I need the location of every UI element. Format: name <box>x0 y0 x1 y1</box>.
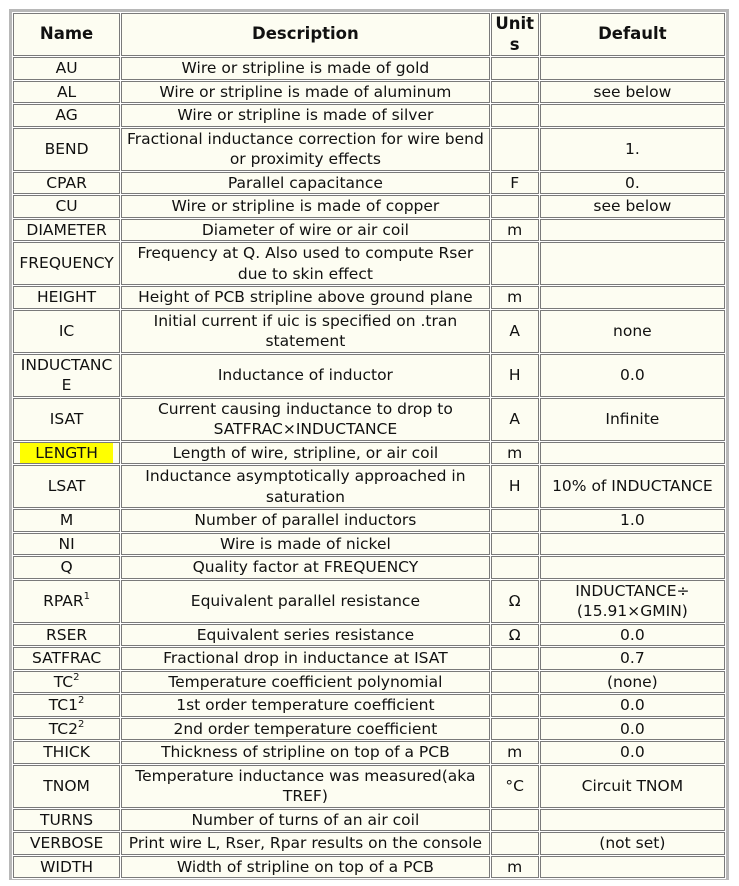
param-name: CU <box>55 197 78 215</box>
param-units: A <box>491 310 539 353</box>
param-name: WIDTH <box>40 857 94 876</box>
param-name: SATFRAC <box>31 649 102 667</box>
table-row <box>13 465 725 508</box>
table-row <box>13 509 725 532</box>
table-row <box>13 809 725 832</box>
header-units: Units <box>491 13 539 56</box>
param-units <box>491 832 539 855</box>
table-row <box>13 832 725 855</box>
param-name: RSER <box>45 625 88 644</box>
param-units <box>491 509 539 532</box>
param-default <box>540 104 725 127</box>
param-description: Print wire L, Rser, Rpar results on the console <box>121 832 490 855</box>
param-name: ISAT <box>49 409 84 428</box>
param-description: Temperature inductance was measured(aka TREF) <box>121 765 490 808</box>
param-name: IC <box>58 321 75 340</box>
parameter-table <box>12 12 726 879</box>
param-default <box>540 809 725 832</box>
param-description: Initial current if uic is specified on .tran statement <box>121 310 490 353</box>
param-name-cell <box>13 556 120 579</box>
param-name: FREQUENCY <box>19 254 114 273</box>
table-row <box>13 172 725 195</box>
param-units <box>491 718 539 741</box>
param-description: Parallel capacitance <box>121 172 490 195</box>
param-name-cell <box>13 310 120 353</box>
param-name: AG <box>55 106 78 124</box>
table-row <box>13 647 725 670</box>
param-description: Current causing inductance to drop to SATFRAC×INDUCTANCE <box>121 398 490 441</box>
param-description: Fractional inductance correction for wire bend or proximity effects <box>121 128 490 171</box>
table-row <box>13 219 725 242</box>
param-name: TC2 <box>48 719 78 738</box>
param-default: 0.0 <box>540 694 725 717</box>
param-default: 0.0 <box>540 624 725 647</box>
param-default: 1. <box>540 128 725 171</box>
header-name: Name <box>13 13 120 56</box>
param-name: BEND <box>44 139 89 158</box>
param-default: 0.0 <box>540 741 725 764</box>
param-description: Length of wire, stripline, or air coil <box>121 442 490 465</box>
param-description: Wire or stripline is made of copper <box>121 195 490 218</box>
param-description: Fractional drop in inductance at ISAT <box>121 647 490 670</box>
param-default: 0.0 <box>540 718 725 741</box>
param-units <box>491 647 539 670</box>
param-units <box>491 671 539 694</box>
param-description: Wire or stripline is made of aluminum <box>121 81 490 104</box>
param-description: 1st order temperature coefficient <box>121 694 490 717</box>
param-name-cell <box>13 128 120 171</box>
param-units <box>491 242 539 285</box>
param-description: Height of PCB stripline above ground plane <box>121 286 490 309</box>
param-description: Diameter of wire or air coil <box>121 219 490 242</box>
param-name: M <box>59 511 74 529</box>
param-units <box>491 195 539 218</box>
param-default <box>540 57 725 80</box>
table-row <box>13 741 725 764</box>
param-name-cell <box>13 856 120 879</box>
table-row <box>13 242 725 285</box>
table-row <box>13 81 725 104</box>
param-name-cell <box>13 765 120 808</box>
param-default <box>540 856 725 879</box>
param-name: TC <box>53 672 74 691</box>
header-description: Description <box>121 13 490 56</box>
param-name-cell <box>13 509 120 532</box>
param-name: CPAR <box>46 173 87 192</box>
table-row <box>13 556 725 579</box>
table-row <box>13 765 725 808</box>
param-units <box>491 128 539 171</box>
param-name-cell <box>13 741 120 764</box>
param-name: LENGTH <box>20 443 113 463</box>
param-default <box>540 219 725 242</box>
table-row <box>13 104 725 127</box>
param-name-cell <box>13 533 120 556</box>
table-row <box>13 57 725 80</box>
param-units: H <box>491 354 539 397</box>
param-description: Frequency at Q. Also used to compute Rser due to skin effect <box>121 242 490 285</box>
param-units <box>491 694 539 717</box>
table-row <box>13 856 725 879</box>
param-name: THICK <box>43 743 90 761</box>
table-row <box>13 671 725 694</box>
param-name: HEIGHT <box>36 288 97 306</box>
table-row <box>13 442 725 465</box>
param-default: 10% of INDUCTANCE <box>540 465 725 508</box>
param-name-cell <box>13 671 120 694</box>
param-default: (not set) <box>540 832 725 855</box>
param-name: TC1 <box>48 696 78 714</box>
param-description: Wire is made of nickel <box>121 533 490 556</box>
param-units: m <box>491 741 539 764</box>
param-name-cell <box>13 694 120 717</box>
param-name-cell <box>13 242 120 285</box>
param-name-cell <box>13 219 120 242</box>
param-units: m <box>491 442 539 465</box>
header-row <box>13 13 725 56</box>
param-name-cell <box>13 809 120 832</box>
footnote-marker: 2 <box>78 718 85 730</box>
table-row <box>13 580 725 623</box>
param-name: AU <box>55 59 78 77</box>
param-default: see below <box>540 195 725 218</box>
param-default <box>540 442 725 465</box>
table-row <box>13 354 725 397</box>
param-units: °C <box>491 765 539 808</box>
param-units: Ω <box>491 580 539 623</box>
param-default: INDUCTANCE÷ (15.91×GMIN) <box>540 580 725 623</box>
param-units: Ω <box>491 624 539 647</box>
param-default: see below <box>540 81 725 104</box>
param-name: Q <box>60 558 73 576</box>
param-units <box>491 104 539 127</box>
param-default: 0. <box>540 172 725 195</box>
param-name-cell <box>13 442 120 465</box>
param-units <box>491 809 539 832</box>
param-default: none <box>540 310 725 353</box>
param-default: Infinite <box>540 398 725 441</box>
param-default <box>540 286 725 309</box>
param-name-cell <box>13 81 120 104</box>
param-name: AL <box>56 82 77 101</box>
param-default: (none) <box>540 671 725 694</box>
table-row <box>13 286 725 309</box>
param-name-cell <box>13 718 120 741</box>
table-body <box>13 57 725 878</box>
param-units: m <box>491 219 539 242</box>
table-row <box>13 128 725 171</box>
param-units: A <box>491 398 539 441</box>
table-row <box>13 694 725 717</box>
param-name-cell <box>13 832 120 855</box>
param-default: 0.7 <box>540 647 725 670</box>
param-description: Wire or stripline is made of gold <box>121 57 490 80</box>
table-row <box>13 718 725 741</box>
param-name: TNOM <box>43 776 90 795</box>
param-default <box>540 556 725 579</box>
param-name-cell <box>13 104 120 127</box>
param-name: TURNS <box>40 810 94 829</box>
param-description: Temperature coefficient polynomial <box>121 671 490 694</box>
param-name-cell <box>13 172 120 195</box>
param-units: m <box>491 856 539 879</box>
param-description: Inductance of inductor <box>121 354 490 397</box>
param-description: Width of stripline on top of a PCB <box>121 856 490 879</box>
header-default: Default <box>540 13 725 56</box>
param-name: RPAR <box>43 591 84 610</box>
param-description: Equivalent series resistance <box>121 624 490 647</box>
param-units: H <box>491 465 539 508</box>
param-name-cell <box>13 580 120 623</box>
param-units <box>491 533 539 556</box>
param-name: LSAT <box>47 477 86 496</box>
footnote-marker: 1 <box>83 590 90 602</box>
table-row <box>13 310 725 353</box>
table-row <box>13 533 725 556</box>
param-units <box>491 57 539 80</box>
param-description: Wire or stripline is made of silver <box>121 104 490 127</box>
param-name-cell <box>13 465 120 508</box>
table-row <box>13 398 725 441</box>
param-name-cell <box>13 57 120 80</box>
param-name: DIAMETER <box>26 220 107 239</box>
param-description: Number of parallel inductors <box>121 509 490 532</box>
param-description: Quality factor at FREQUENCY <box>121 556 490 579</box>
param-name: VERBOSE <box>29 834 104 852</box>
param-units <box>491 81 539 104</box>
param-description: Inductance asymptotically approached in saturation <box>121 465 490 508</box>
param-default: 0.0 <box>540 354 725 397</box>
param-units: F <box>491 172 539 195</box>
param-default <box>540 533 725 556</box>
param-name-cell <box>13 286 120 309</box>
param-name: INDUCTANCE <box>20 355 113 394</box>
param-name-cell <box>13 647 120 670</box>
table-row <box>13 624 725 647</box>
param-default <box>540 242 725 285</box>
param-default: Circuit TNOM <box>540 765 725 808</box>
param-description: Thickness of stripline on top of a PCB <box>121 741 490 764</box>
footnote-marker: 2 <box>78 695 85 706</box>
param-units: m <box>491 286 539 309</box>
param-default: 1.0 <box>540 509 725 532</box>
param-name-cell <box>13 398 120 441</box>
param-name-cell <box>13 354 120 397</box>
param-name: NI <box>58 534 75 553</box>
param-description: 2nd order temperature coefficient <box>121 718 490 741</box>
param-description: Number of turns of an air coil <box>121 809 490 832</box>
param-name-cell <box>13 195 120 218</box>
footnote-marker: 2 <box>73 671 80 683</box>
param-name-cell <box>13 624 120 647</box>
param-description: Equivalent parallel resistance <box>121 580 490 623</box>
param-units <box>491 556 539 579</box>
table-row <box>13 195 725 218</box>
